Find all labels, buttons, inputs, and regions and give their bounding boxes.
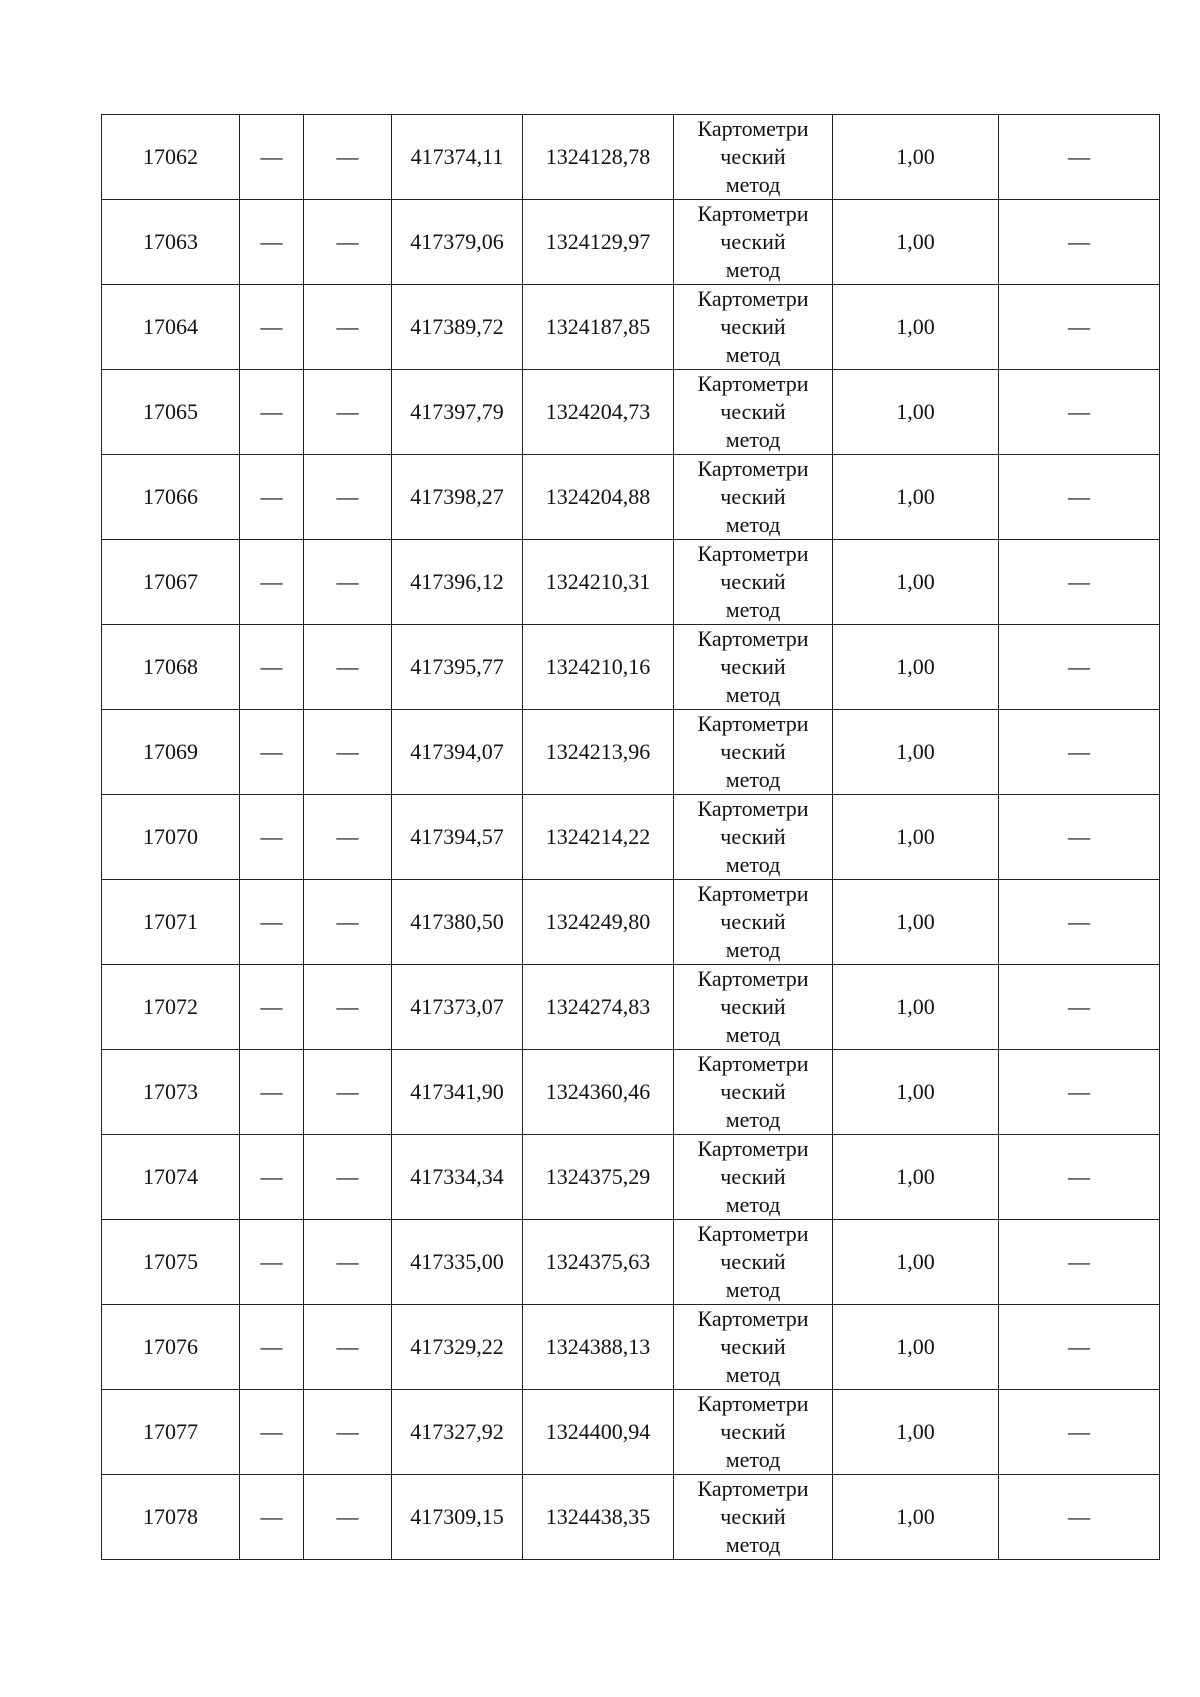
- method-line: Картометри: [697, 796, 809, 821]
- x-coordinate-cell: 417341,90: [392, 1050, 523, 1135]
- description-cell: —: [999, 795, 1160, 880]
- table-row: [102, 1390, 1160, 1475]
- method-line: ческий: [720, 1079, 786, 1104]
- accuracy-cell: 1,00: [833, 965, 999, 1050]
- table-row: [102, 710, 1160, 795]
- x-old-cell: —: [240, 1390, 304, 1475]
- accuracy-cell: 1,00: [833, 115, 999, 200]
- table-row: [102, 1475, 1160, 1560]
- x-old-cell: —: [240, 880, 304, 965]
- description-cell: —: [999, 965, 1160, 1050]
- x-coordinate-cell: 417394,07: [392, 710, 523, 795]
- method-cell: [674, 965, 833, 1050]
- x-coordinate-cell: 417396,12: [392, 540, 523, 625]
- y-coordinate-cell: 1324187,85: [523, 285, 674, 370]
- method-line: ческий: [720, 994, 786, 1019]
- description-cell: —: [999, 1475, 1160, 1560]
- method-line: Картометри: [697, 1476, 809, 1501]
- method-line: ческий: [720, 739, 786, 764]
- method-line: ческий: [720, 399, 786, 424]
- x-old-cell: —: [240, 115, 304, 200]
- y-old-cell: —: [304, 115, 392, 200]
- x-old-cell: —: [240, 1475, 304, 1560]
- accuracy-cell: 1,00: [833, 540, 999, 625]
- method-line: метод: [725, 257, 781, 282]
- table-row: [102, 1305, 1160, 1390]
- method-cell: [674, 795, 833, 880]
- method-line: Картометри: [697, 1136, 809, 1161]
- y-coordinate-cell: 1324210,16: [523, 625, 674, 710]
- method-line: Картометри: [697, 116, 809, 141]
- x-coordinate-cell: 417373,07: [392, 965, 523, 1050]
- x-old-cell: —: [240, 1220, 304, 1305]
- x-coordinate-cell: 417379,06: [392, 200, 523, 285]
- method-cell: [674, 1475, 833, 1560]
- y-old-cell: —: [304, 1390, 392, 1475]
- x-old-cell: —: [240, 795, 304, 880]
- x-coordinate-cell: 417329,22: [392, 1305, 523, 1390]
- y-coordinate-cell: 1324214,22: [523, 795, 674, 880]
- y-old-cell: —: [304, 200, 392, 285]
- y-coordinate-cell: 1324438,35: [523, 1475, 674, 1560]
- point-number-cell: 17075: [102, 1220, 240, 1305]
- y-coordinate-cell: 1324204,73: [523, 370, 674, 455]
- y-old-cell: —: [304, 370, 392, 455]
- method-line: Картометри: [697, 1306, 809, 1331]
- point-number-cell: 17078: [102, 1475, 240, 1560]
- method-line: Картометри: [697, 286, 809, 311]
- x-coordinate-cell: 417395,77: [392, 625, 523, 710]
- coordinates-table: [101, 114, 1160, 1560]
- x-coordinate-cell: 417309,15: [392, 1475, 523, 1560]
- description-cell: —: [999, 710, 1160, 795]
- method-line: ческий: [720, 1249, 786, 1274]
- y-old-cell: —: [304, 1135, 392, 1220]
- description-cell: —: [999, 540, 1160, 625]
- method-cell: [674, 285, 833, 370]
- description-cell: —: [999, 880, 1160, 965]
- x-old-cell: —: [240, 540, 304, 625]
- point-number-cell: 17066: [102, 455, 240, 540]
- y-coordinate-cell: 1324128,78: [523, 115, 674, 200]
- y-old-cell: —: [304, 710, 392, 795]
- method-line: Картометри: [697, 541, 809, 566]
- method-cell: [674, 1135, 833, 1220]
- method-cell: [674, 370, 833, 455]
- method-line: ческий: [720, 1164, 786, 1189]
- y-old-cell: —: [304, 1305, 392, 1390]
- point-number-cell: 17063: [102, 200, 240, 285]
- method-line: ческий: [720, 484, 786, 509]
- y-old-cell: —: [304, 540, 392, 625]
- x-old-cell: —: [240, 200, 304, 285]
- table-row: [102, 200, 1160, 285]
- method-line: метод: [725, 597, 781, 622]
- method-line: метод: [725, 1022, 781, 1047]
- method-cell: [674, 455, 833, 540]
- method-line: Картометри: [697, 1221, 809, 1246]
- y-old-cell: —: [304, 795, 392, 880]
- y-old-cell: —: [304, 625, 392, 710]
- point-number-cell: 17077: [102, 1390, 240, 1475]
- method-line: Картометри: [697, 201, 809, 226]
- accuracy-cell: 1,00: [833, 1390, 999, 1475]
- method-cell: [674, 1220, 833, 1305]
- x-coordinate-cell: 417327,92: [392, 1390, 523, 1475]
- method-line: метод: [725, 342, 781, 367]
- x-old-cell: —: [240, 625, 304, 710]
- x-coordinate-cell: 417335,00: [392, 1220, 523, 1305]
- x-old-cell: —: [240, 1305, 304, 1390]
- table-row: [102, 115, 1160, 200]
- method-line: метод: [725, 1447, 781, 1472]
- point-number-cell: 17070: [102, 795, 240, 880]
- y-old-cell: —: [304, 1050, 392, 1135]
- table-row: [102, 880, 1160, 965]
- method-line: метод: [725, 1277, 781, 1302]
- method-line: ческий: [720, 229, 786, 254]
- description-cell: —: [999, 625, 1160, 710]
- method-line: Картометри: [697, 456, 809, 481]
- method-line: ческий: [720, 144, 786, 169]
- point-number-cell: 17062: [102, 115, 240, 200]
- method-cell: [674, 710, 833, 795]
- x-old-cell: —: [240, 285, 304, 370]
- method-line: ческий: [720, 1419, 786, 1444]
- description-cell: —: [999, 1220, 1160, 1305]
- x-old-cell: —: [240, 965, 304, 1050]
- y-coordinate-cell: 1324375,63: [523, 1220, 674, 1305]
- accuracy-cell: 1,00: [833, 370, 999, 455]
- accuracy-cell: 1,00: [833, 710, 999, 795]
- description-cell: —: [999, 200, 1160, 285]
- method-line: Картометри: [697, 966, 809, 991]
- method-line: метод: [725, 682, 781, 707]
- method-line: метод: [725, 172, 781, 197]
- method-cell: [674, 200, 833, 285]
- method-line: Картометри: [697, 711, 809, 736]
- y-old-cell: —: [304, 285, 392, 370]
- x-old-cell: —: [240, 370, 304, 455]
- method-cell: [674, 1390, 833, 1475]
- accuracy-cell: 1,00: [833, 1050, 999, 1135]
- table-row: [102, 625, 1160, 710]
- accuracy-cell: 1,00: [833, 455, 999, 540]
- y-coordinate-cell: 1324210,31: [523, 540, 674, 625]
- method-line: метод: [725, 767, 781, 792]
- x-coordinate-cell: 417389,72: [392, 285, 523, 370]
- point-number-cell: 17069: [102, 710, 240, 795]
- description-cell: —: [999, 1050, 1160, 1135]
- method-cell: [674, 1050, 833, 1135]
- method-line: метод: [725, 1107, 781, 1132]
- method-line: метод: [725, 1362, 781, 1387]
- method-line: Картометри: [697, 371, 809, 396]
- x-old-cell: —: [240, 1135, 304, 1220]
- method-line: Картометри: [697, 1391, 809, 1416]
- table-row: [102, 1135, 1160, 1220]
- x-coordinate-cell: 417398,27: [392, 455, 523, 540]
- x-coordinate-cell: 417334,34: [392, 1135, 523, 1220]
- y-old-cell: —: [304, 1475, 392, 1560]
- description-cell: —: [999, 455, 1160, 540]
- y-old-cell: —: [304, 455, 392, 540]
- point-number-cell: 17068: [102, 625, 240, 710]
- table-row: [102, 795, 1160, 880]
- accuracy-cell: 1,00: [833, 285, 999, 370]
- table-row: [102, 285, 1160, 370]
- x-old-cell: —: [240, 455, 304, 540]
- y-coordinate-cell: 1324249,80: [523, 880, 674, 965]
- point-number-cell: 17073: [102, 1050, 240, 1135]
- x-coordinate-cell: 417374,11: [392, 115, 523, 200]
- y-old-cell: —: [304, 1220, 392, 1305]
- method-line: метод: [725, 852, 781, 877]
- x-coordinate-cell: 417380,50: [392, 880, 523, 965]
- method-line: метод: [725, 1532, 781, 1557]
- method-line: метод: [725, 937, 781, 962]
- point-number-cell: 17072: [102, 965, 240, 1050]
- y-coordinate-cell: 1324375,29: [523, 1135, 674, 1220]
- description-cell: —: [999, 285, 1160, 370]
- accuracy-cell: 1,00: [833, 1475, 999, 1560]
- point-number-cell: 17065: [102, 370, 240, 455]
- accuracy-cell: 1,00: [833, 1135, 999, 1220]
- method-line: ческий: [720, 1334, 786, 1359]
- accuracy-cell: 1,00: [833, 795, 999, 880]
- method-line: метод: [725, 1192, 781, 1217]
- method-cell: [674, 1305, 833, 1390]
- description-cell: —: [999, 1135, 1160, 1220]
- method-line: Картометри: [697, 626, 809, 651]
- y-old-cell: —: [304, 965, 392, 1050]
- x-old-cell: —: [240, 710, 304, 795]
- description-cell: —: [999, 1390, 1160, 1475]
- method-line: ческий: [720, 824, 786, 849]
- point-number-cell: 17074: [102, 1135, 240, 1220]
- method-line: ческий: [720, 909, 786, 934]
- table-row: [102, 1050, 1160, 1135]
- point-number-cell: 17064: [102, 285, 240, 370]
- method-cell: [674, 115, 833, 200]
- table-row: [102, 1220, 1160, 1305]
- table-row: [102, 965, 1160, 1050]
- accuracy-cell: 1,00: [833, 625, 999, 710]
- y-coordinate-cell: 1324388,13: [523, 1305, 674, 1390]
- accuracy-cell: 1,00: [833, 200, 999, 285]
- description-cell: —: [999, 115, 1160, 200]
- x-coordinate-cell: 417397,79: [392, 370, 523, 455]
- method-line: метод: [725, 427, 781, 452]
- description-cell: —: [999, 370, 1160, 455]
- y-coordinate-cell: 1324274,83: [523, 965, 674, 1050]
- method-line: Картометри: [697, 881, 809, 906]
- method-cell: [674, 880, 833, 965]
- x-coordinate-cell: 417394,57: [392, 795, 523, 880]
- table-row: [102, 455, 1160, 540]
- point-number-cell: 17076: [102, 1305, 240, 1390]
- table-row: [102, 370, 1160, 455]
- method-cell: [674, 625, 833, 710]
- method-cell: [674, 540, 833, 625]
- method-line: ческий: [720, 314, 786, 339]
- y-coordinate-cell: 1324129,97: [523, 200, 674, 285]
- method-line: Картометри: [697, 1051, 809, 1076]
- y-old-cell: —: [304, 880, 392, 965]
- accuracy-cell: 1,00: [833, 1220, 999, 1305]
- method-line: ческий: [720, 1504, 786, 1529]
- accuracy-cell: 1,00: [833, 880, 999, 965]
- point-number-cell: 17071: [102, 880, 240, 965]
- accuracy-cell: 1,00: [833, 1305, 999, 1390]
- y-coordinate-cell: 1324204,88: [523, 455, 674, 540]
- description-cell: —: [999, 1305, 1160, 1390]
- y-coordinate-cell: 1324400,94: [523, 1390, 674, 1475]
- point-number-cell: 17067: [102, 540, 240, 625]
- method-line: ческий: [720, 569, 786, 594]
- method-line: метод: [725, 512, 781, 537]
- table-row: [102, 540, 1160, 625]
- x-old-cell: —: [240, 1050, 304, 1135]
- table-body: [102, 115, 1160, 1560]
- method-line: ческий: [720, 654, 786, 679]
- y-coordinate-cell: 1324360,46: [523, 1050, 674, 1135]
- y-coordinate-cell: 1324213,96: [523, 710, 674, 795]
